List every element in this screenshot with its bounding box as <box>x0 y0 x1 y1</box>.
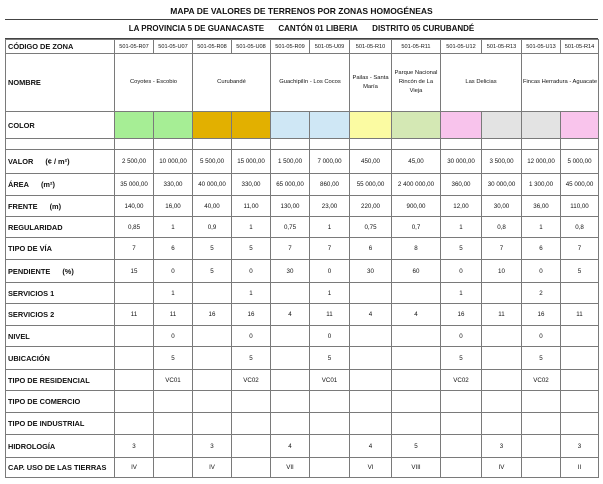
cell-area: 40 000,00 <box>193 174 232 196</box>
cell-comercio <box>482 391 522 413</box>
zone-name: Guachipilín - Los Cocos <box>271 54 350 112</box>
cell-area: 35 000,00 <box>115 174 154 196</box>
cell-serv2: 11 <box>561 304 599 326</box>
row-label-nombre <box>6 54 115 112</box>
spacer-cell <box>310 139 350 150</box>
cell-codigo: 501-05-U08 <box>232 40 271 54</box>
row-unit: (m) <box>49 201 62 211</box>
cell-frente: 900,00 <box>392 196 441 217</box>
cell-serv2: 4 <box>350 304 392 326</box>
spacer-cell <box>154 139 193 150</box>
cell-valor: 30 000,00 <box>441 150 482 174</box>
cell-cap <box>310 458 350 478</box>
cell-serv1 <box>350 283 392 304</box>
cell-nivel: 0 <box>441 326 482 347</box>
cell-pendiente: 5 <box>193 260 232 283</box>
cell-pendiente: 10 <box>482 260 522 283</box>
cell-industrial <box>392 413 441 435</box>
row-label-color <box>6 112 115 139</box>
color-swatch <box>561 112 599 139</box>
cell-industrial <box>154 413 193 435</box>
spacer-cell <box>232 139 271 150</box>
cell-frente: 36,00 <box>522 196 561 217</box>
cell-residencial: VC01 <box>154 370 193 391</box>
cell-cap <box>522 458 561 478</box>
cell-pendiente: 0 <box>441 260 482 283</box>
color-swatch <box>441 112 482 139</box>
cell-residencial <box>350 370 392 391</box>
cell-ubicacion <box>482 347 522 370</box>
cell-via: 7 <box>310 238 350 260</box>
cell-serv1 <box>392 283 441 304</box>
row-label-text: SERVICIOS 1 <box>8 288 55 298</box>
row-label-serv2 <box>6 304 115 326</box>
row-industrial <box>6 413 599 435</box>
cell-comercio <box>154 391 193 413</box>
row-label-codigo <box>6 40 115 54</box>
cell-hidrologia <box>310 435 350 458</box>
cell-via: 6 <box>522 238 561 260</box>
cell-serv2: 16 <box>522 304 561 326</box>
cell-pendiente: 0 <box>154 260 193 283</box>
cell-hidrologia <box>232 435 271 458</box>
cell-serv2: 16 <box>193 304 232 326</box>
cell-regularidad: 0,8 <box>482 217 522 238</box>
cell-residencial <box>561 370 599 391</box>
row-label-text: REGULARIDAD <box>8 222 63 232</box>
cell-nivel <box>561 326 599 347</box>
cell-via: 6 <box>350 238 392 260</box>
row-via <box>6 238 599 260</box>
cell-via: 6 <box>154 238 193 260</box>
row-label-comercio <box>6 391 115 413</box>
row-label-nivel <box>6 326 115 347</box>
color-swatch <box>154 112 193 139</box>
cell-serv2: 11 <box>482 304 522 326</box>
cell-frente: 130,00 <box>271 196 310 217</box>
cell-cap: VI <box>350 458 392 478</box>
cell-frente: 30,00 <box>482 196 522 217</box>
cell-serv1: 1 <box>232 283 271 304</box>
cell-cap: VII <box>271 458 310 478</box>
cell-area: 360,00 <box>441 174 482 196</box>
cell-comercio <box>271 391 310 413</box>
row-label-valor <box>6 150 115 174</box>
cell-frente: 220,00 <box>350 196 392 217</box>
valuation-sheet <box>5 4 598 478</box>
cell-comercio <box>310 391 350 413</box>
cell-hidrologia: 5 <box>392 435 441 458</box>
cell-serv2: 4 <box>392 304 441 326</box>
cell-comercio <box>392 391 441 413</box>
color-swatch <box>482 112 522 139</box>
cell-ubicacion <box>350 347 392 370</box>
cell-industrial <box>441 413 482 435</box>
row-label-ubicacion <box>6 347 115 370</box>
cell-regularidad: 0,85 <box>115 217 154 238</box>
cell-frente: 23,00 <box>310 196 350 217</box>
row-label-text: HIDROLOGÍA <box>8 441 56 451</box>
cell-area: 45 000,00 <box>561 174 599 196</box>
color-swatch <box>232 112 271 139</box>
cell-via: 8 <box>392 238 441 260</box>
cell-ubicacion <box>271 347 310 370</box>
cell-cap: IV <box>115 458 154 478</box>
row-label-text: VALOR <box>8 157 34 166</box>
cell-area: 1 300,00 <box>522 174 561 196</box>
row-spacer <box>6 139 599 150</box>
cell-codigo: 501-05-U12 <box>441 40 482 54</box>
cell-pendiente: 30 <box>350 260 392 283</box>
cell-serv2: 11 <box>310 304 350 326</box>
zone-name: Fincas Herradura - Aguacate <box>522 54 599 112</box>
row-unit: (¢ / m²) <box>45 157 70 166</box>
cell-serv2: 16 <box>441 304 482 326</box>
cell-valor: 2 500,00 <box>115 150 154 174</box>
spacer-cell <box>441 139 482 150</box>
cell-industrial <box>271 413 310 435</box>
cell-area: 330,00 <box>232 174 271 196</box>
cell-area: 860,00 <box>310 174 350 196</box>
cell-nivel <box>350 326 392 347</box>
row-color <box>6 112 599 139</box>
spacer-cell <box>482 139 522 150</box>
cell-cap: VIII <box>392 458 441 478</box>
row-label-text: TIPO DE VÍA <box>8 244 52 253</box>
row-label-text: CÓDIGO DE ZONA <box>8 42 74 51</box>
cell-industrial <box>482 413 522 435</box>
cell-nivel <box>482 326 522 347</box>
row-label-residencial <box>6 370 115 391</box>
zone-name: Parque Nacional Rincón de La Vieja <box>392 54 441 112</box>
cell-ubicacion: 5 <box>310 347 350 370</box>
cell-comercio <box>232 391 271 413</box>
cell-ubicacion <box>193 347 232 370</box>
zones-table <box>5 39 599 478</box>
cell-nivel <box>392 326 441 347</box>
cell-hidrologia <box>154 435 193 458</box>
color-swatch <box>392 112 441 139</box>
row-hidrologia <box>6 435 599 458</box>
cell-valor: 12 000,00 <box>522 150 561 174</box>
cell-industrial <box>193 413 232 435</box>
cell-serv1: 1 <box>441 283 482 304</box>
sheet-title: MAPA DE VALORES DE TERRENOS POR ZONAS HOMOGÉNEAS <box>5 4 598 20</box>
cell-hidrologia <box>441 435 482 458</box>
cell-cap <box>154 458 193 478</box>
cell-pendiente: 15 <box>115 260 154 283</box>
cell-hidrologia: 3 <box>482 435 522 458</box>
row-valor <box>6 150 599 174</box>
row-label-text: FRENTE <box>8 201 38 211</box>
cell-area: 65 000,00 <box>271 174 310 196</box>
cell-valor: 5 500,00 <box>193 150 232 174</box>
cell-pendiente: 60 <box>392 260 441 283</box>
cell-serv2: 11 <box>115 304 154 326</box>
cell-cap: IV <box>482 458 522 478</box>
cell-serv2: 11 <box>154 304 193 326</box>
cell-via: 5 <box>232 238 271 260</box>
row-label-text: CAP. USO DE LAS TIERRAS <box>8 463 107 472</box>
zone-name: Curubandé <box>193 54 271 112</box>
color-swatch <box>193 112 232 139</box>
row-serv1 <box>6 283 599 304</box>
row-label-text: ÁREA <box>8 180 29 189</box>
cell-codigo: 501-05-R10 <box>350 40 392 54</box>
cell-valor: 1 500,00 <box>271 150 310 174</box>
cell-nivel: 0 <box>154 326 193 347</box>
cell-via: 7 <box>482 238 522 260</box>
cell-hidrologia: 3 <box>561 435 599 458</box>
cell-frente: 16,00 <box>154 196 193 217</box>
cell-valor: 5 000,00 <box>561 150 599 174</box>
spacer-cell <box>561 139 599 150</box>
cell-comercio <box>441 391 482 413</box>
cell-nivel: 0 <box>522 326 561 347</box>
cell-residencial <box>193 370 232 391</box>
zone-name: Las Delicias <box>441 54 522 112</box>
spacer-cell <box>271 139 310 150</box>
row-label-text: UBICACIÓN <box>8 353 50 363</box>
district-label: DISTRITO 05 CURUBANDÉ <box>372 24 475 33</box>
cell-ubicacion <box>115 347 154 370</box>
cell-valor: 15 000,00 <box>232 150 271 174</box>
row-label-via <box>6 238 115 260</box>
canton-label: CANTÓN 01 LIBERIA <box>278 24 358 33</box>
cell-nivel <box>271 326 310 347</box>
cell-cap <box>441 458 482 478</box>
row-label-frente <box>6 196 115 217</box>
cell-codigo: 501-05-R08 <box>193 40 232 54</box>
cell-cap <box>232 458 271 478</box>
cell-codigo: 501-05-U07 <box>154 40 193 54</box>
cell-comercio <box>193 391 232 413</box>
cell-residencial <box>115 370 154 391</box>
cell-serv1 <box>115 283 154 304</box>
row-codigo <box>6 40 599 54</box>
row-label-text: TIPO DE INDUSTRIAL <box>8 419 85 428</box>
cell-pendiente: 0 <box>310 260 350 283</box>
cell-frente: 12,00 <box>441 196 482 217</box>
cell-industrial <box>310 413 350 435</box>
cell-serv1 <box>561 283 599 304</box>
cell-hidrologia: 4 <box>350 435 392 458</box>
row-nombre <box>6 54 599 112</box>
row-label-industrial <box>6 413 115 435</box>
cell-residencial: VC02 <box>522 370 561 391</box>
cell-valor: 7 000,00 <box>310 150 350 174</box>
cell-residencial: VC02 <box>441 370 482 391</box>
cell-regularidad: 0,75 <box>271 217 310 238</box>
cell-codigo: 501-05-R13 <box>482 40 522 54</box>
row-nivel <box>6 326 599 347</box>
row-unit: (m²) <box>40 180 55 189</box>
cell-nivel <box>193 326 232 347</box>
cell-residencial: VC02 <box>232 370 271 391</box>
cell-codigo: 501-05-R14 <box>561 40 599 54</box>
row-label-pendiente <box>6 260 115 283</box>
zone-name: Coyotes - Escobio <box>115 54 193 112</box>
color-swatch <box>271 112 310 139</box>
cell-serv1: 2 <box>522 283 561 304</box>
cell-valor: 450,00 <box>350 150 392 174</box>
cell-via: 5 <box>193 238 232 260</box>
cell-ubicacion <box>392 347 441 370</box>
cell-via: 7 <box>115 238 154 260</box>
spacer-cell <box>6 139 115 150</box>
cell-regularidad: 0,75 <box>350 217 392 238</box>
spacer-cell <box>350 139 392 150</box>
cell-via: 7 <box>561 238 599 260</box>
cell-via: 5 <box>441 238 482 260</box>
cell-cap: IV <box>193 458 232 478</box>
cell-nivel: 0 <box>310 326 350 347</box>
row-ubicacion <box>6 347 599 370</box>
row-label-serv1 <box>6 283 115 304</box>
cell-hidrologia <box>522 435 561 458</box>
cell-residencial <box>392 370 441 391</box>
row-pendiente <box>6 260 599 283</box>
spacer-cell <box>115 139 154 150</box>
row-frente <box>6 196 599 217</box>
cell-industrial <box>232 413 271 435</box>
row-serv2 <box>6 304 599 326</box>
cell-regularidad: 0,8 <box>561 217 599 238</box>
cell-pendiente: 30 <box>271 260 310 283</box>
cell-serv1: 1 <box>310 283 350 304</box>
row-label-text: NOMBRE <box>8 78 41 87</box>
row-residencial <box>6 370 599 391</box>
row-label-text: SERVICIOS 2 <box>8 310 55 319</box>
cell-frente: 110,00 <box>561 196 599 217</box>
cell-ubicacion: 5 <box>522 347 561 370</box>
cell-ubicacion: 5 <box>154 347 193 370</box>
cell-industrial <box>522 413 561 435</box>
row-label-text: TIPO DE COMERCIO <box>8 397 81 406</box>
color-swatch <box>115 112 154 139</box>
cell-comercio <box>561 391 599 413</box>
row-area <box>6 174 599 196</box>
cell-industrial <box>115 413 154 435</box>
cell-area: 2 400 000,00 <box>392 174 441 196</box>
cell-hidrologia: 4 <box>271 435 310 458</box>
cell-regularidad: 1 <box>522 217 561 238</box>
cell-codigo: 501-05-R09 <box>271 40 310 54</box>
row-label-area <box>6 174 115 196</box>
color-swatch <box>350 112 392 139</box>
cell-residencial <box>482 370 522 391</box>
cell-comercio <box>115 391 154 413</box>
spacer-cell <box>392 139 441 150</box>
row-label-text: TIPO DE RESIDENCIAL <box>8 375 90 385</box>
cell-codigo: 501-05-R11 <box>392 40 441 54</box>
cell-serv1 <box>271 283 310 304</box>
cell-ubicacion: 5 <box>232 347 271 370</box>
spacer-cell <box>522 139 561 150</box>
cell-area: 330,00 <box>154 174 193 196</box>
cell-serv1: 1 <box>154 283 193 304</box>
cell-hidrologia: 3 <box>193 435 232 458</box>
cell-area: 30 000,00 <box>482 174 522 196</box>
spacer-cell <box>193 139 232 150</box>
row-label-text: PENDIENTE <box>8 266 51 276</box>
cell-residencial: VC01 <box>310 370 350 391</box>
cell-cap: II <box>561 458 599 478</box>
cell-serv1 <box>482 283 522 304</box>
cell-regularidad: 1 <box>441 217 482 238</box>
cell-regularidad: 0,7 <box>392 217 441 238</box>
cell-pendiente: 0 <box>232 260 271 283</box>
cell-serv2: 16 <box>232 304 271 326</box>
cell-codigo: 501-05-R07 <box>115 40 154 54</box>
row-unit: (%) <box>62 266 74 276</box>
row-label-cap <box>6 458 115 478</box>
cell-codigo: 501-05-U13 <box>522 40 561 54</box>
row-label-hidrologia <box>6 435 115 458</box>
cell-regularidad: 0,9 <box>193 217 232 238</box>
cell-industrial <box>561 413 599 435</box>
row-label-text: COLOR <box>8 120 35 130</box>
cell-nivel: 0 <box>232 326 271 347</box>
cell-regularidad: 1 <box>310 217 350 238</box>
cell-comercio <box>350 391 392 413</box>
row-comercio <box>6 391 599 413</box>
cell-frente: 40,00 <box>193 196 232 217</box>
cell-nivel <box>115 326 154 347</box>
cell-via: 7 <box>271 238 310 260</box>
cell-area: 55 000,00 <box>350 174 392 196</box>
cell-frente: 11,00 <box>232 196 271 217</box>
cell-serv2: 4 <box>271 304 310 326</box>
color-swatch <box>522 112 561 139</box>
zone-name: Pailas - Santa María <box>350 54 392 112</box>
cell-ubicacion: 5 <box>441 347 482 370</box>
cell-regularidad: 1 <box>232 217 271 238</box>
color-swatch <box>310 112 350 139</box>
row-label-text: NIVEL <box>8 331 30 341</box>
cell-comercio <box>522 391 561 413</box>
cell-serv1 <box>193 283 232 304</box>
cell-codigo: 501-05-U09 <box>310 40 350 54</box>
province-label: LA PROVINCIA 5 DE GUANACASTE <box>128 24 265 33</box>
cell-valor: 45,00 <box>392 150 441 174</box>
cell-residencial <box>271 370 310 391</box>
cell-regularidad: 1 <box>154 217 193 238</box>
row-regularidad <box>6 217 599 238</box>
cell-hidrologia: 3 <box>115 435 154 458</box>
cell-pendiente: 5 <box>561 260 599 283</box>
row-label-regularidad <box>6 217 115 238</box>
cell-industrial <box>350 413 392 435</box>
cell-ubicacion <box>561 347 599 370</box>
cell-pendiente: 0 <box>522 260 561 283</box>
cell-valor: 3 500,00 <box>482 150 522 174</box>
row-cap <box>6 458 599 478</box>
cell-valor: 10 000,00 <box>154 150 193 174</box>
sheet-subtitle <box>5 20 598 39</box>
cell-frente: 140,00 <box>115 196 154 217</box>
